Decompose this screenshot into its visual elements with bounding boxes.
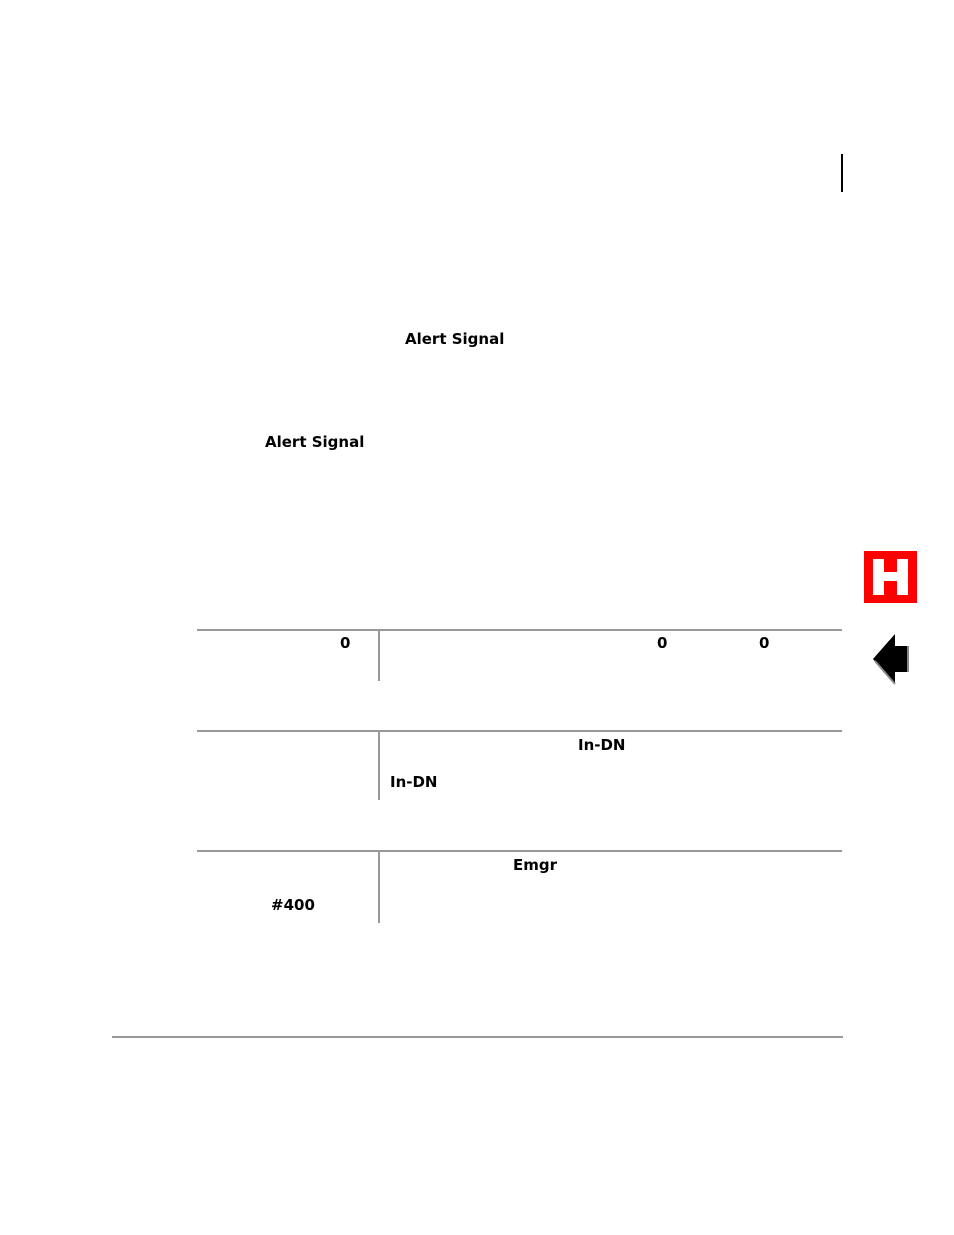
- h-letter-icon: [864, 551, 917, 603]
- table-column-divider: [378, 852, 380, 923]
- section-tab-h[interactable]: [864, 551, 917, 603]
- row1-right-value-b: 0: [759, 634, 770, 652]
- table-column-divider: [378, 732, 380, 800]
- table-column-divider: [378, 631, 380, 681]
- footer-rule: [112, 1036, 843, 1038]
- row2-in-dn-b: In-DN: [390, 773, 438, 791]
- table-row-rule: [197, 730, 842, 732]
- row2-in-dn-a: In-DN: [578, 736, 626, 754]
- back-arrow-icon[interactable]: [873, 632, 909, 686]
- alert-signal-heading: Alert Signal: [405, 330, 505, 348]
- row3-emgr: Emgr: [513, 856, 558, 874]
- table-row-rule: [197, 629, 842, 631]
- alert-signal-label: Alert Signal: [265, 433, 365, 451]
- row3-code-400: #400: [271, 896, 315, 914]
- change-bar: [841, 154, 843, 192]
- row1-right-value-a: 0: [657, 634, 668, 652]
- row1-left-value: 0: [340, 634, 351, 652]
- table-row-rule: [197, 850, 842, 852]
